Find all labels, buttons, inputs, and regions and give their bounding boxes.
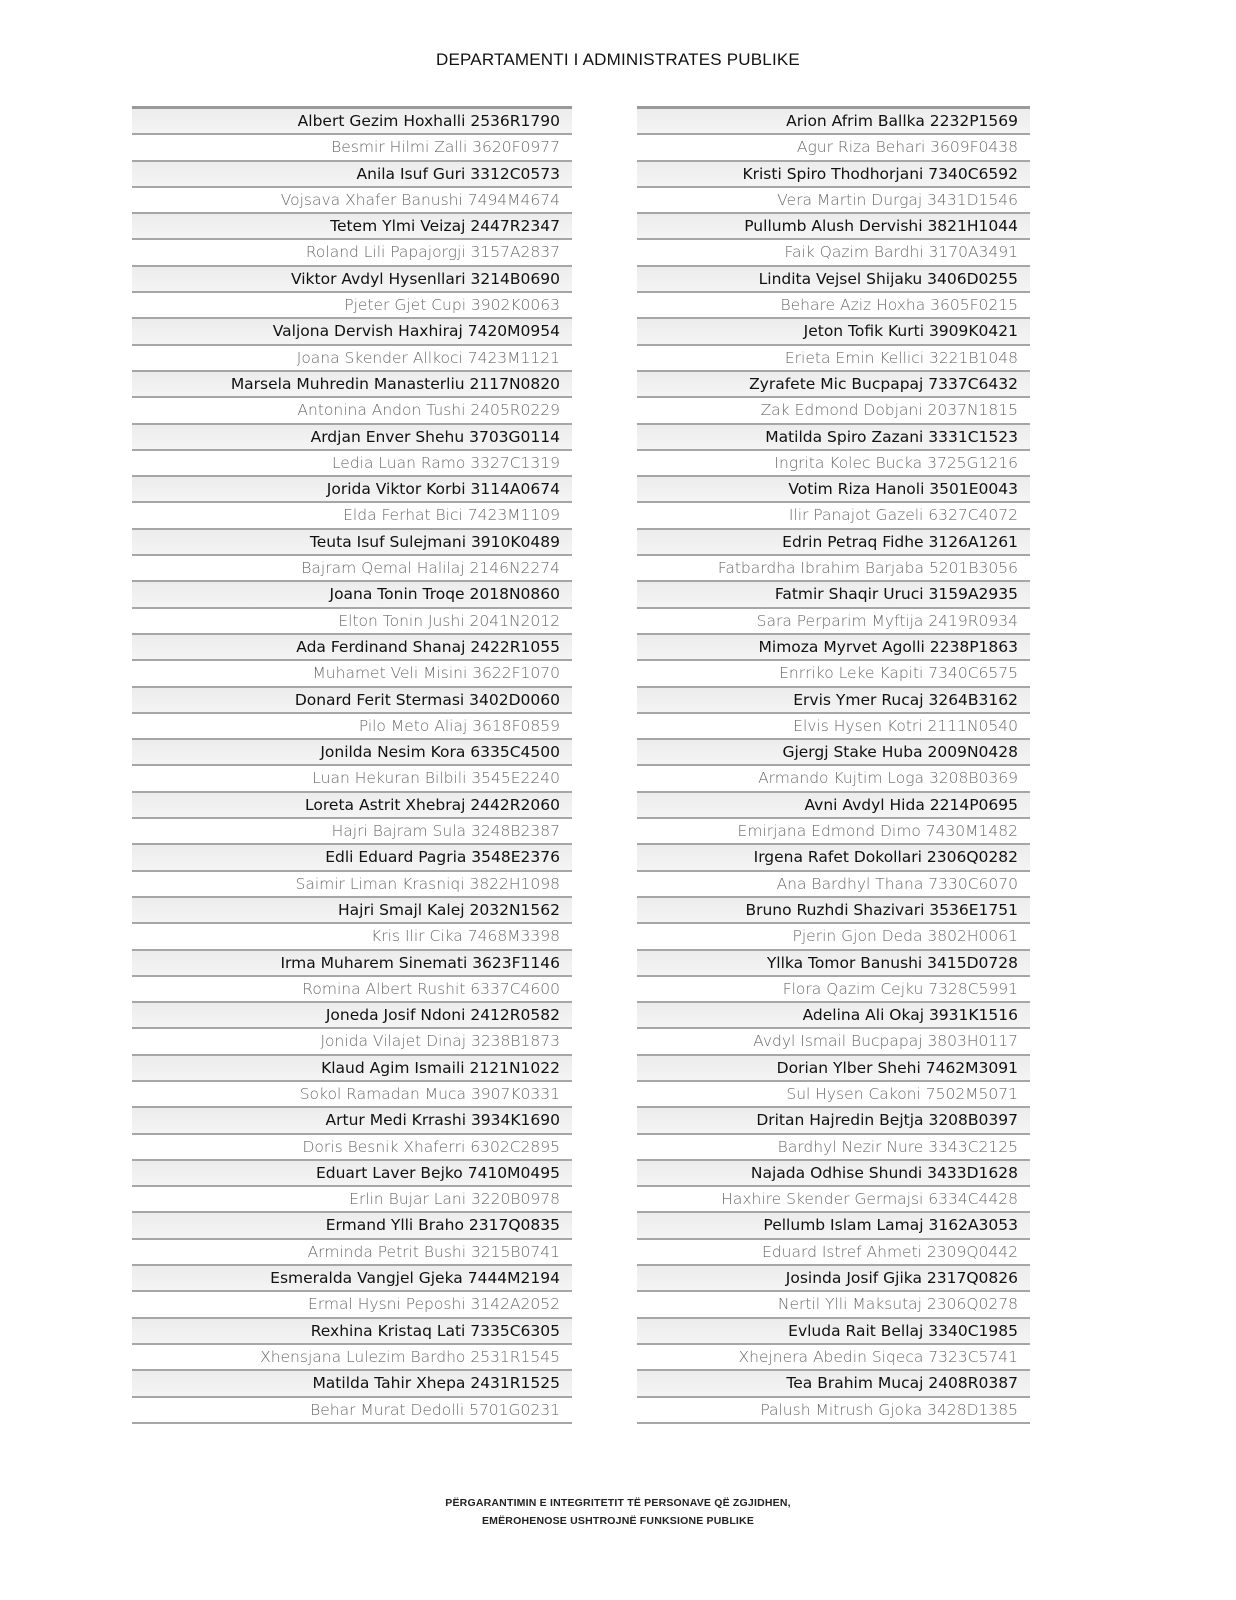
left-list-item: Joneda Josif Ndoni 2412R0582 bbox=[132, 1003, 572, 1029]
right-list-item: Pjerin Gjon Deda 3802H0061 bbox=[637, 924, 1030, 950]
right-list-item: Haxhire Skender Germajsi 6334C4428 bbox=[637, 1187, 1030, 1213]
left-list-item: Ermand Ylli Braho 2317Q0835 bbox=[132, 1213, 572, 1239]
left-list-item: Saimir Liman Krasniqi 3822H1098 bbox=[132, 872, 572, 898]
left-list-item: Xhensjana Lulezim Bardho 2531R1545 bbox=[132, 1345, 572, 1371]
left-list-item: Besmir Hilmi Zalli 3620F0977 bbox=[132, 135, 572, 161]
left-list-item: Ledia Luan Ramo 3327C1319 bbox=[132, 451, 572, 477]
right-list-item: Gjergj Stake Huba 2009N0428 bbox=[637, 740, 1030, 766]
right-list-item: Lindita Vejsel Shijaku 3406D0255 bbox=[637, 267, 1030, 293]
right-list-item: Dorian Ylber Shehi 7462M3091 bbox=[637, 1056, 1030, 1082]
left-list-item: Loreta Astrit Xhebraj 2442R2060 bbox=[132, 793, 572, 819]
left-list-item: Artur Medi Krrashi 3934K1690 bbox=[132, 1108, 572, 1134]
left-list-item: Joana Tonin Troqe 2018N0860 bbox=[132, 582, 572, 608]
right-list-item: Evluda Rait Bellaj 3340C1985 bbox=[637, 1319, 1030, 1345]
left-list-item: Albert Gezim Hoxhalli 2536R1790 bbox=[132, 109, 572, 135]
left-list-item: Doris Besnik Xhaferri 6302C2895 bbox=[132, 1135, 572, 1161]
right-list-item: Zyrafete Mic Bucpapaj 7337C6432 bbox=[637, 372, 1030, 398]
left-list-item: Pilo Meto Aliaj 3618F0859 bbox=[132, 714, 572, 740]
left-list-item: Romina Albert Rushit 6337C4600 bbox=[132, 977, 572, 1003]
left-list-item: Ermal Hysni Peposhi 3142A2052 bbox=[132, 1292, 572, 1318]
right-list-item: Kristi Spiro Thodhorjani 7340C6592 bbox=[637, 162, 1030, 188]
right-list-item: Pullumb Alush Dervishi 3821H1044 bbox=[637, 214, 1030, 240]
right-list-item: Bruno Ruzhdi Shazivari 3536E1751 bbox=[637, 898, 1030, 924]
right-list-item: Ana Bardhyl Thana 7330C6070 bbox=[637, 872, 1030, 898]
left-list-item: Matilda Tahir Xhepa 2431R1525 bbox=[132, 1371, 572, 1397]
left-list-item: Ada Ferdinand Shanaj 2422R1055 bbox=[132, 635, 572, 661]
left-list-item: Eduart Laver Bejko 7410M0495 bbox=[132, 1161, 572, 1187]
left-list-item: Edli Eduard Pagria 3548E2376 bbox=[132, 845, 572, 871]
right-list-item: Sul Hysen Cakoni 7502M5071 bbox=[637, 1082, 1030, 1108]
left-list-item: Behar Murat Dedolli 5701G0231 bbox=[132, 1398, 572, 1424]
right-list-item: Nertil Ylli Maksutaj 2306Q0278 bbox=[637, 1292, 1030, 1318]
right-list-item: Avni Avdyl Hida 2214P0695 bbox=[637, 793, 1030, 819]
right-list-item: Behare Aziz Hoxha 3605F0215 bbox=[637, 293, 1030, 319]
left-list-item: Elton Tonin Jushi 2041N2012 bbox=[132, 609, 572, 635]
left-list-item: Antonina Andon Tushi 2405R0229 bbox=[132, 398, 572, 424]
left-list-item: Klaud Agim Ismaili 2121N1022 bbox=[132, 1056, 572, 1082]
right-list-item: Eduard Istref Ahmeti 2309Q0442 bbox=[637, 1240, 1030, 1266]
right-list-item: Jeton Tofik Kurti 3909K0421 bbox=[637, 319, 1030, 345]
right-list-item: Emirjana Edmond Dimo 7430M1482 bbox=[637, 819, 1030, 845]
left-list-item: Roland Lili Papajorgji 3157A2837 bbox=[132, 240, 572, 266]
right-list-item: Avdyl Ismail Bucpapaj 3803H0117 bbox=[637, 1029, 1030, 1055]
right-list-item: Faik Qazim Bardhi 3170A3491 bbox=[637, 240, 1030, 266]
left-list-item: Bajram Qemal Halilaj 2146N2274 bbox=[132, 556, 572, 582]
right-list-item: Armando Kujtim Loga 3208B0369 bbox=[637, 766, 1030, 792]
left-list-item: Teuta Isuf Sulejmani 3910K0489 bbox=[132, 530, 572, 556]
right-list-item: Flora Qazim Cejku 7328C5991 bbox=[637, 977, 1030, 1003]
right-name-list bbox=[637, 106, 1030, 1424]
right-list-item: Edrin Petraq Fidhe 3126A1261 bbox=[637, 530, 1030, 556]
right-list-item: Erieta Emin Kellici 3221B1048 bbox=[637, 346, 1030, 372]
right-list-item: Tea Brahim Mucaj 2408R0387 bbox=[637, 1371, 1030, 1397]
left-list-item: Joana Skender Allkoci 7423M1121 bbox=[132, 346, 572, 372]
left-list-item: Elda Ferhat Bici 7423M1109 bbox=[132, 503, 572, 529]
right-list-item: Ervis Ymer Rucaj 3264B3162 bbox=[637, 688, 1030, 714]
left-list-item: Rexhina Kristaq Lati 7335C6305 bbox=[132, 1319, 572, 1345]
left-list-item: Erlin Bujar Lani 3220B0978 bbox=[132, 1187, 572, 1213]
left-list-item: Viktor Avdyl Hysenllari 3214B0690 bbox=[132, 267, 572, 293]
footer-line-1: PËRGARANTIMIN E INTEGRITETIT TË PERSONAVE QË ZGJIDHEN, bbox=[445, 1497, 791, 1509]
left-list-item: Jonida Vilajet Dinaj 3238B1873 bbox=[132, 1029, 572, 1055]
right-list-item: Zak Edmond Dobjani 2037N1815 bbox=[637, 398, 1030, 424]
left-list-item: Irma Muharem Sinemati 3623F1146 bbox=[132, 951, 572, 977]
left-list-item: Sokol Ramadan Muca 3907K0331 bbox=[132, 1082, 572, 1108]
right-list-item: Najada Odhise Shundi 3433D1628 bbox=[637, 1161, 1030, 1187]
right-list-item: Sara Perparim Myftija 2419R0934 bbox=[637, 609, 1030, 635]
right-list-item: Arion Afrim Ballka 2232P1569 bbox=[637, 109, 1030, 135]
left-list-item: Kris Ilir Cika 7468M3398 bbox=[132, 924, 572, 950]
right-list-item: Votim Riza Hanoli 3501E0043 bbox=[637, 477, 1030, 503]
left-list-item: Arminda Petrit Bushi 3215B0741 bbox=[132, 1240, 572, 1266]
left-name-list bbox=[132, 106, 572, 1424]
right-list-item: Ilir Panajot Gazeli 6327C4072 bbox=[637, 503, 1030, 529]
right-list-item: Josinda Josif Gjika 2317Q0826 bbox=[637, 1266, 1030, 1292]
right-list-item: Xhejnera Abedin Siqeca 7323C5741 bbox=[637, 1345, 1030, 1371]
page-title: DEPARTAMENTI I ADMINISTRATES PUBLIKE bbox=[436, 50, 800, 69]
right-list-item: Yllka Tomor Banushi 3415D0728 bbox=[637, 951, 1030, 977]
left-list-item: Marsela Muhredin Manasterliu 2117N0820 bbox=[132, 372, 572, 398]
right-list-item: Ingrita Kolec Bucka 3725G1216 bbox=[637, 451, 1030, 477]
right-list-item: Irgena Rafet Dokollari 2306Q0282 bbox=[637, 845, 1030, 871]
left-list-item: Jorida Viktor Korbi 3114A0674 bbox=[132, 477, 572, 503]
right-list-item: Bardhyl Nezir Nure 3343C2125 bbox=[637, 1135, 1030, 1161]
left-list-item: Pjeter Gjet Cupi 3902K0063 bbox=[132, 293, 572, 319]
right-list-item: Fatbardha Ibrahim Barjaba 5201B3056 bbox=[637, 556, 1030, 582]
right-list-item: Agur Riza Behari 3609F0438 bbox=[637, 135, 1030, 161]
right-list-item: Fatmir Shaqir Uruci 3159A2935 bbox=[637, 582, 1030, 608]
left-list-item: Valjona Dervish Haxhiraj 7420M0954 bbox=[132, 319, 572, 345]
footer-line-2: EMËROHENOSE USHTROJNË FUNKSIONE PUBLIKE bbox=[481, 1515, 755, 1527]
right-list-item: Pellumb Islam Lamaj 3162A3053 bbox=[637, 1213, 1030, 1239]
left-list-item: Hajri Bajram Sula 3248B2387 bbox=[132, 819, 572, 845]
right-list-item: Elvis Hysen Kotri 2111N0540 bbox=[637, 714, 1030, 740]
left-list-item: Hajri Smajl Kalej 2032N1562 bbox=[132, 898, 572, 924]
left-list-item: Vojsava Xhafer Banushi 7494M4674 bbox=[132, 188, 572, 214]
left-list-item: Luan Hekuran Bilbili 3545E2240 bbox=[132, 766, 572, 792]
right-list-item: Vera Martin Durgaj 3431D1546 bbox=[637, 188, 1030, 214]
left-list-item: Esmeralda Vangjel Gjeka 7444M2194 bbox=[132, 1266, 572, 1292]
left-list-item: Ardjan Enver Shehu 3703G0114 bbox=[132, 425, 572, 451]
page-footer bbox=[0, 1494, 1236, 1530]
left-list-item: Tetem Ylmi Veizaj 2447R2347 bbox=[132, 214, 572, 240]
right-list-item: Adelina Ali Okaj 3931K1516 bbox=[637, 1003, 1030, 1029]
left-list-item: Anila Isuf Guri 3312C0573 bbox=[132, 162, 572, 188]
right-list-item: Dritan Hajredin Bejtja 3208B0397 bbox=[637, 1108, 1030, 1134]
left-list-item: Jonilda Nesim Kora 6335C4500 bbox=[132, 740, 572, 766]
left-list-item: Muhamet Veli Misini 3622F1070 bbox=[132, 661, 572, 687]
left-list-item: Donard Ferit Stermasi 3402D0060 bbox=[132, 688, 572, 714]
right-list-item: Palush Mitrush Gjoka 3428D1385 bbox=[637, 1398, 1030, 1424]
right-list-item: Enrriko Leke Kapiti 7340C6575 bbox=[637, 661, 1030, 687]
right-list-item: Matilda Spiro Zazani 3331C1523 bbox=[637, 425, 1030, 451]
right-list-item: Mimoza Myrvet Agolli 2238P1863 bbox=[637, 635, 1030, 661]
